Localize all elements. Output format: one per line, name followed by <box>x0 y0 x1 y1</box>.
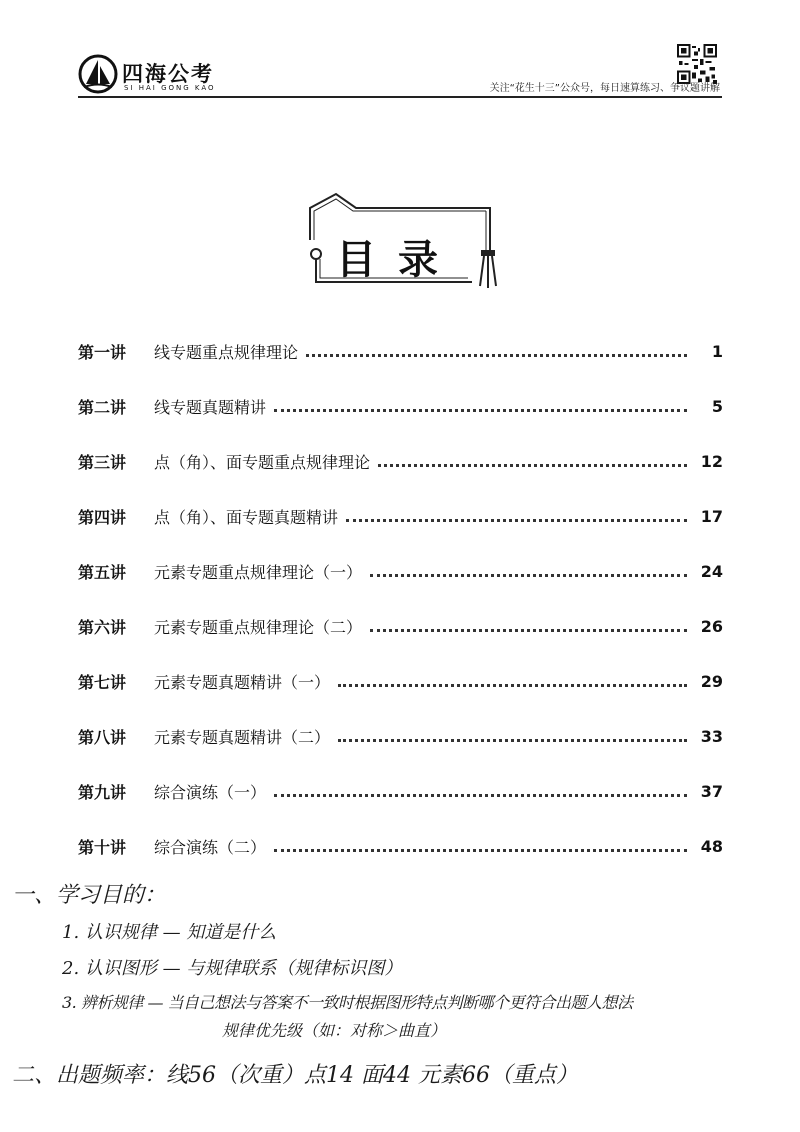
page-number: 48 <box>700 836 723 856</box>
page-number: 17 <box>700 506 723 526</box>
toc-entry[interactable] <box>78 831 723 861</box>
note-heading-learning-goals: 一、学习目的： <box>12 883 167 908</box>
note-heading-frequency: 二、出题频率：线56（次重）点14 面44 元素66（重点） <box>12 1063 578 1088</box>
page-header <box>0 0 800 110</box>
brand-subtitle: SI HAI GONG KAO <box>124 84 216 92</box>
lecture-number: 第七讲 <box>78 672 127 692</box>
dot-leader <box>274 794 687 797</box>
lecture-number: 第五讲 <box>78 562 127 582</box>
toc-entry[interactable] <box>78 501 723 531</box>
dot-leader <box>378 464 687 467</box>
dot-leader <box>346 519 687 522</box>
toc-entry[interactable] <box>78 721 723 751</box>
lecture-number: 第三讲 <box>78 452 127 472</box>
lecture-title: 综合演练（二） <box>154 837 267 857</box>
toc-title: 目录 <box>336 236 460 283</box>
page-number: 24 <box>700 561 723 581</box>
lecture-number: 第二讲 <box>78 397 127 417</box>
dot-leader <box>370 629 687 632</box>
lecture-title: 元素专题真题精讲（二） <box>154 727 331 747</box>
toc-entry[interactable] <box>78 336 723 366</box>
page-number: 26 <box>700 616 723 636</box>
page-number: 5 <box>711 396 723 416</box>
lecture-number: 第十讲 <box>78 837 127 857</box>
dot-leader <box>274 849 687 852</box>
page-number: 29 <box>700 671 723 691</box>
dot-leader <box>306 354 687 357</box>
lecture-number: 第六讲 <box>78 617 127 637</box>
lecture-title: 点（角）、面专题真题精讲 <box>154 507 339 527</box>
toc-entry[interactable] <box>78 446 723 476</box>
brand-name: 四海公考 <box>122 62 214 86</box>
qr-code-icon <box>677 44 717 84</box>
note-item-3-continued: 规律优先级（如：对称＞曲直） <box>222 1021 447 1040</box>
page-number: 12 <box>700 451 723 471</box>
sail-logo-icon <box>78 54 118 94</box>
toc-entry[interactable] <box>78 556 723 586</box>
lecture-title: 线专题真题精讲 <box>154 397 267 417</box>
lecture-number: 第四讲 <box>78 507 127 527</box>
toc-entry[interactable] <box>78 666 723 696</box>
note-item-2: 2. 认识图形 — 与规律联系（规律标识图） <box>62 958 403 979</box>
handwritten-notes <box>0 870 800 1132</box>
dot-leader <box>274 409 687 412</box>
lecture-number: 第一讲 <box>78 342 127 362</box>
page-number: 33 <box>700 726 723 746</box>
dot-leader <box>338 739 687 742</box>
note-item-3: 3. 辨析规律 — 当自己想法与答案不一致时根据图形特点判断哪个更符合出题人想法 <box>62 993 633 1012</box>
toc-entry[interactable] <box>78 776 723 806</box>
header-divider <box>78 96 722 98</box>
lecture-number: 第八讲 <box>78 727 127 747</box>
lecture-title: 元素专题真题精讲（一） <box>154 672 331 692</box>
note-item-1: 1. 认识规律 — 知道是什么 <box>62 922 277 943</box>
toc-entry[interactable] <box>78 391 723 421</box>
lecture-title: 元素专题重点规律理论（一） <box>154 562 363 582</box>
lecture-title: 点（角）、面专题重点规律理论 <box>154 452 371 472</box>
header-note: 关注“花生十三”公众号，每日速算练习、争议题讲解 <box>489 83 720 94</box>
lecture-title: 元素专题重点规律理论（二） <box>154 617 363 637</box>
page-number: 37 <box>700 781 723 801</box>
page-number: 1 <box>711 341 723 361</box>
lecture-title: 综合演练（一） <box>154 782 267 802</box>
dot-leader <box>370 574 687 577</box>
toc-entry[interactable] <box>78 611 723 641</box>
lecture-title: 线专题重点规律理论 <box>154 342 299 362</box>
dot-leader <box>338 684 687 687</box>
lecture-number: 第九讲 <box>78 782 127 802</box>
